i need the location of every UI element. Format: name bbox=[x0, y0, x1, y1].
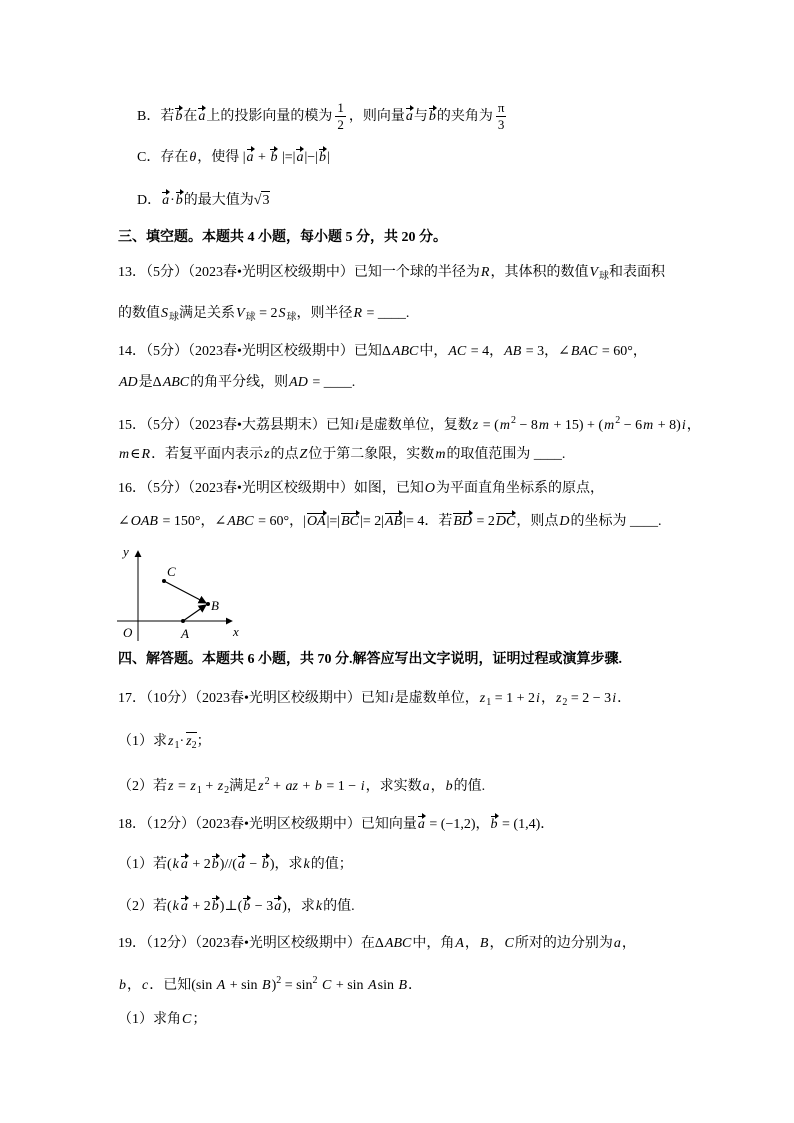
text-run: （2）若( bbox=[118, 899, 172, 914]
text-run: 14．（5分）（2023春•光明区校级期中）已知Δ bbox=[118, 344, 391, 359]
subscript: 球 bbox=[169, 312, 179, 323]
question-18-part-1 bbox=[118, 855, 353, 875]
text-run: √ bbox=[253, 193, 262, 208]
superscript: 2 bbox=[276, 975, 282, 986]
text-run: 13．（5分）（2023春•光明区校级期中）已知一个球的半径为 bbox=[118, 265, 480, 280]
text-run: 17．（10分）（2023春•光明区校级期中）已知 bbox=[118, 691, 389, 706]
point-a-label: A bbox=[181, 626, 189, 641]
math-variable: ABC bbox=[384, 936, 412, 951]
math-variable: C bbox=[182, 1012, 192, 1027]
math-variable: B bbox=[479, 936, 489, 951]
text-run: （1）求 bbox=[118, 734, 167, 749]
text-run: 是虚数单位，复数 bbox=[359, 418, 472, 433]
text-run: |= 2| bbox=[360, 514, 385, 529]
superscript: 2 bbox=[312, 975, 318, 986]
text-run: ； bbox=[192, 1012, 207, 1027]
fraction-numerator: π bbox=[497, 100, 505, 116]
text-run: = sin bbox=[281, 978, 313, 993]
text-run: = 1 + 2 bbox=[491, 691, 536, 706]
text-run: D． bbox=[137, 193, 162, 208]
vector-symbol: b bbox=[211, 857, 219, 872]
text-run: = 4， bbox=[467, 344, 504, 359]
text-run: 满足关系 bbox=[179, 306, 235, 321]
text-run: （1）求角 bbox=[118, 1012, 181, 1027]
math-variable: z bbox=[264, 447, 270, 462]
text-run: = ____. bbox=[308, 375, 356, 390]
math-variable: m bbox=[604, 418, 615, 433]
text-run: 与 bbox=[413, 109, 428, 124]
math-variable: i bbox=[354, 418, 359, 433]
text-run: （1）若( bbox=[118, 857, 172, 872]
text-run: 的角平分线，则 bbox=[190, 375, 289, 390]
vector-c-to-b bbox=[164, 581, 206, 603]
text-run: 和表面积 bbox=[609, 265, 666, 280]
question-14-line-1 bbox=[118, 342, 647, 362]
text-run: |−| bbox=[304, 150, 318, 165]
text-run: |=| bbox=[326, 514, 341, 529]
vector-symbol: DC bbox=[495, 514, 516, 529]
vector-symbol: BC bbox=[341, 514, 360, 529]
math-variable: m bbox=[538, 418, 549, 433]
overlined-radicand: 3 bbox=[262, 193, 270, 208]
text-run: · bbox=[179, 734, 185, 749]
text-run: · bbox=[170, 193, 175, 208]
text-run: ， bbox=[489, 936, 504, 951]
text-run: ) bbox=[271, 978, 277, 993]
text-run: + bbox=[254, 150, 270, 165]
origin-label: O bbox=[123, 625, 133, 640]
text-run: 三、填空题。本题共 4 小题，每小题 5 分，共 20 分。 bbox=[118, 230, 447, 245]
text-run: 的值. bbox=[453, 779, 486, 794]
section-3-heading bbox=[118, 228, 447, 248]
text-run: = 60°，| bbox=[254, 514, 306, 529]
vector-symbol: AB bbox=[385, 514, 403, 529]
math-variable: i bbox=[389, 691, 394, 706]
math-variable: z bbox=[479, 691, 486, 706]
option-c bbox=[137, 148, 330, 168]
math-variable: z bbox=[555, 691, 562, 706]
vector-symbol: a bbox=[405, 109, 413, 124]
math-variable: C bbox=[321, 978, 332, 993]
math-variable: z bbox=[186, 734, 192, 749]
text-run: ，求实数 bbox=[365, 779, 422, 794]
text-run: + 8) bbox=[654, 418, 681, 433]
conjugate bbox=[186, 732, 196, 749]
text-run: |= 4．若 bbox=[403, 514, 453, 529]
text-run: 的坐标为 ____. bbox=[570, 514, 662, 529]
text-run: 中，角 bbox=[412, 936, 455, 951]
text-run: = ( bbox=[479, 418, 499, 433]
question-18-line-1 bbox=[118, 815, 554, 835]
math-variable: S bbox=[278, 306, 286, 321]
text-run: + 2 bbox=[188, 899, 211, 914]
text-run: sin bbox=[377, 978, 398, 993]
text-run: 为平面直角坐标系的原点， bbox=[436, 481, 605, 496]
math-variable: θ bbox=[189, 150, 197, 165]
point-b-label: B bbox=[211, 598, 219, 613]
text-run: + 15) + ( bbox=[549, 418, 604, 433]
text-run: C．存在 bbox=[137, 150, 189, 165]
text-run: 的值. bbox=[323, 899, 355, 914]
vector-symbol: b bbox=[270, 150, 278, 165]
vector-symbol: a bbox=[274, 899, 282, 914]
vector-symbol: b bbox=[428, 109, 436, 124]
question-18-part-2 bbox=[118, 897, 355, 917]
math-variable: z bbox=[217, 779, 224, 794]
fraction bbox=[335, 101, 346, 132]
math-variable: m bbox=[119, 447, 130, 462]
math-variable: O bbox=[424, 481, 436, 496]
option-d bbox=[137, 191, 270, 211]
math-variable: AB bbox=[504, 344, 522, 359]
vector-symbol: b bbox=[261, 857, 269, 872]
math-variable: i bbox=[612, 691, 617, 706]
text-run: 所对的边分别为 bbox=[514, 936, 613, 951]
math-variable: R bbox=[353, 306, 363, 321]
math-variable: z bbox=[168, 734, 174, 749]
text-run: ，则向量 bbox=[348, 109, 405, 124]
vector-symbol: b bbox=[318, 150, 326, 165]
math-variable: AD bbox=[119, 375, 138, 390]
math-variable: k bbox=[315, 899, 323, 914]
text-run: 满足 bbox=[229, 779, 258, 794]
text-run: = 1 − bbox=[322, 779, 360, 794]
fraction-numerator: 1 bbox=[337, 100, 344, 116]
subscript: 2 bbox=[562, 697, 568, 708]
fraction-denominator: 2 bbox=[337, 117, 344, 133]
text-run: 的夹角为 bbox=[436, 109, 493, 124]
text-run: ，使得 | bbox=[197, 150, 246, 165]
text-run: |=| bbox=[278, 150, 296, 165]
math-variable: c bbox=[142, 978, 149, 993]
vector-a-to-b bbox=[183, 605, 206, 621]
text-run: ，则半径 bbox=[296, 306, 353, 321]
text-run: 的取值范围为 ____. bbox=[446, 447, 566, 462]
vector-symbol: a bbox=[417, 817, 425, 832]
subscript: 1 bbox=[196, 785, 202, 796]
text-run: 是虚数单位， bbox=[394, 691, 479, 706]
text-run: ， bbox=[464, 936, 479, 951]
text-run: = (−1,2)， bbox=[425, 817, 490, 832]
text-run: + sin bbox=[226, 978, 262, 993]
fraction bbox=[496, 101, 507, 132]
text-run: ∠ bbox=[118, 514, 130, 529]
vector-symbol: a bbox=[237, 857, 245, 872]
question-13-line-2 bbox=[118, 304, 409, 324]
vector-symbol: b bbox=[211, 899, 219, 914]
math-variable: k bbox=[172, 857, 179, 872]
text-run: ∈ bbox=[130, 447, 141, 462]
math-variable: z bbox=[168, 779, 174, 794]
math-variable: m bbox=[435, 447, 446, 462]
math-variable: V bbox=[589, 265, 599, 280]
question-15-line-2 bbox=[118, 445, 565, 465]
text-run: − 3 bbox=[251, 899, 274, 914]
vector-symbol: b bbox=[175, 109, 183, 124]
point-c-label: C bbox=[167, 564, 176, 579]
text-run: 在 bbox=[183, 109, 198, 124]
math-variable: AD bbox=[289, 375, 308, 390]
text-run: + sin bbox=[332, 978, 368, 993]
text-run: = 2 bbox=[255, 306, 278, 321]
math-variable: ABC bbox=[162, 375, 190, 390]
text-run: = 3，∠ bbox=[522, 344, 570, 359]
text-run: 位于第二象限，实数 bbox=[308, 447, 435, 462]
question-17-part-2 bbox=[118, 772, 486, 796]
vector-symbol: b bbox=[243, 899, 251, 914]
math-variable: R bbox=[141, 447, 151, 462]
text-run: )，求 bbox=[269, 857, 303, 872]
math-variable: A bbox=[216, 978, 226, 993]
text-run: + bbox=[298, 779, 314, 794]
math-variable: ABC bbox=[391, 344, 419, 359]
text-run: ． bbox=[617, 691, 632, 706]
text-run: ，其体积的数值 bbox=[490, 265, 589, 280]
math-variable: S bbox=[161, 306, 168, 321]
text-run: B．若 bbox=[137, 109, 175, 124]
text-run: = ____. bbox=[363, 306, 410, 321]
y-axis-label: y bbox=[123, 544, 129, 559]
text-run: 19．（12分）（2023春•光明区校级期中）在Δ bbox=[118, 936, 384, 951]
text-run: ； bbox=[196, 734, 211, 749]
vector-symbol: a bbox=[246, 150, 254, 165]
text-run: ．若复平面内表示 bbox=[151, 447, 264, 462]
math-variable: C bbox=[504, 936, 514, 951]
subscript: 球 bbox=[599, 271, 610, 282]
text-run: = 2 bbox=[473, 514, 495, 529]
question-19-line-2 bbox=[118, 971, 422, 991]
subscript: 球 bbox=[245, 312, 256, 323]
text-run: = 60°， bbox=[598, 344, 647, 359]
math-variable: z bbox=[190, 779, 196, 794]
vector-symbol: a bbox=[162, 193, 170, 208]
math-variable: i bbox=[681, 418, 686, 433]
text-run: | bbox=[326, 150, 330, 165]
math-variable: ABC bbox=[227, 514, 254, 529]
text-run: + bbox=[269, 779, 285, 794]
fraction-denominator: 3 bbox=[497, 117, 505, 133]
text-run: 中， bbox=[419, 344, 448, 359]
text-run: = 2 − 3 bbox=[567, 691, 612, 706]
text-run: 的点 bbox=[270, 447, 299, 462]
question-19-part-1 bbox=[118, 1010, 206, 1030]
subscript: 2 bbox=[191, 740, 197, 751]
text-run: （2）若 bbox=[118, 779, 167, 794]
math-variable: k bbox=[172, 899, 179, 914]
vector-symbol: BD bbox=[453, 514, 473, 529]
math-variable: k bbox=[303, 857, 310, 872]
math-variable: z bbox=[258, 779, 264, 794]
subscript: 2 bbox=[224, 785, 230, 796]
math-variable: i bbox=[360, 779, 365, 794]
text-run: 15．（5分）（2023春•大荔县期末）已知 bbox=[118, 418, 354, 433]
math-variable: az bbox=[285, 779, 298, 794]
vector-symbol: b bbox=[490, 817, 498, 832]
point-a bbox=[181, 619, 185, 623]
math-variable: D bbox=[559, 514, 570, 529]
math-variable: b bbox=[314, 779, 322, 794]
math-variable: R bbox=[480, 265, 490, 280]
subscript: 球 bbox=[286, 312, 297, 323]
text-run: = bbox=[174, 779, 190, 794]
option-b bbox=[137, 100, 509, 134]
text-run: + 2 bbox=[188, 857, 211, 872]
point-b bbox=[206, 602, 210, 606]
text-run: ，则点 bbox=[516, 514, 559, 529]
math-variable: AC bbox=[448, 344, 467, 359]
text-run: 四、解答题。本题共 6 小题，共 70 分.解答应写出文字说明，证明过程或演算步骤. bbox=[118, 652, 622, 667]
vector-symbol: OA bbox=[306, 514, 326, 529]
question-17-line-1 bbox=[118, 689, 631, 709]
math-variable: OAB bbox=[130, 514, 158, 529]
point-c bbox=[162, 579, 166, 583]
question-16-line-1 bbox=[118, 479, 604, 499]
text-run: ， bbox=[540, 691, 555, 706]
math-variable: m bbox=[499, 418, 510, 433]
vector-symbol: b bbox=[175, 193, 183, 208]
text-run: = 150°，∠ bbox=[158, 514, 227, 529]
text-run: − bbox=[245, 857, 261, 872]
vector-symbol: a bbox=[180, 857, 188, 872]
math-variable: b bbox=[445, 779, 453, 794]
superscript: 2 bbox=[510, 415, 516, 426]
text-run: 上的投影向量的模为 bbox=[206, 109, 333, 124]
question-13-line-1 bbox=[118, 263, 665, 283]
text-run: 的值； bbox=[310, 857, 353, 872]
question-15-line-1 bbox=[118, 411, 701, 431]
vector-symbol: a bbox=[198, 109, 206, 124]
text-run: + bbox=[201, 779, 217, 794]
text-run: 16．（5分）（2023春•光明区校级期中）如图，已知 bbox=[118, 481, 424, 496]
text-run: 18．（12分）（2023春•光明区校级期中）已知向量 bbox=[118, 817, 417, 832]
text-run: )，求 bbox=[282, 899, 315, 914]
text-run: = (1,4)． bbox=[498, 817, 555, 832]
text-run: ， bbox=[686, 418, 701, 433]
question-14-line-2 bbox=[118, 373, 355, 393]
math-variable: a bbox=[613, 936, 621, 951]
x-axis-label: x bbox=[233, 624, 239, 639]
math-variable: V bbox=[236, 306, 245, 321]
text-run: ， bbox=[430, 779, 445, 794]
math-variable: A bbox=[368, 978, 377, 993]
text-run: − 8 bbox=[515, 418, 538, 433]
text-run: 的最大值为 bbox=[183, 193, 254, 208]
text-run: ， bbox=[621, 936, 636, 951]
superscript: 2 bbox=[615, 415, 621, 426]
text-run: − 6 bbox=[620, 418, 643, 433]
math-variable: i bbox=[536, 691, 540, 706]
vector-symbol: a bbox=[296, 150, 304, 165]
question-19-line-1 bbox=[118, 934, 636, 954]
text-run: 是Δ bbox=[138, 375, 162, 390]
section-4-heading bbox=[118, 650, 622, 670]
text-run: )⊥( bbox=[219, 899, 243, 914]
question-17-part-1 bbox=[118, 732, 211, 752]
text-run: 的数值 bbox=[118, 306, 160, 321]
math-variable: b bbox=[119, 978, 126, 993]
text-run: ， bbox=[127, 978, 141, 993]
text-run: ．已知(sin bbox=[149, 978, 216, 993]
coordinate-figure bbox=[110, 540, 250, 645]
math-variable: BAC bbox=[570, 344, 598, 359]
text-run: )//( bbox=[219, 857, 237, 872]
math-variable: A bbox=[455, 936, 464, 951]
vector-symbol: a bbox=[180, 899, 188, 914]
subscript: 1 bbox=[486, 697, 492, 708]
math-variable: B bbox=[262, 978, 271, 993]
math-variable: m bbox=[643, 418, 654, 433]
superscript: 2 bbox=[264, 776, 270, 787]
math-variable: z bbox=[472, 418, 479, 433]
question-16-line-2 bbox=[118, 512, 662, 532]
text-run: ． bbox=[408, 978, 423, 993]
math-variable: a bbox=[422, 779, 430, 794]
subscript: 1 bbox=[174, 740, 180, 751]
math-variable: B bbox=[398, 978, 408, 993]
math-variable: Z bbox=[299, 447, 308, 462]
